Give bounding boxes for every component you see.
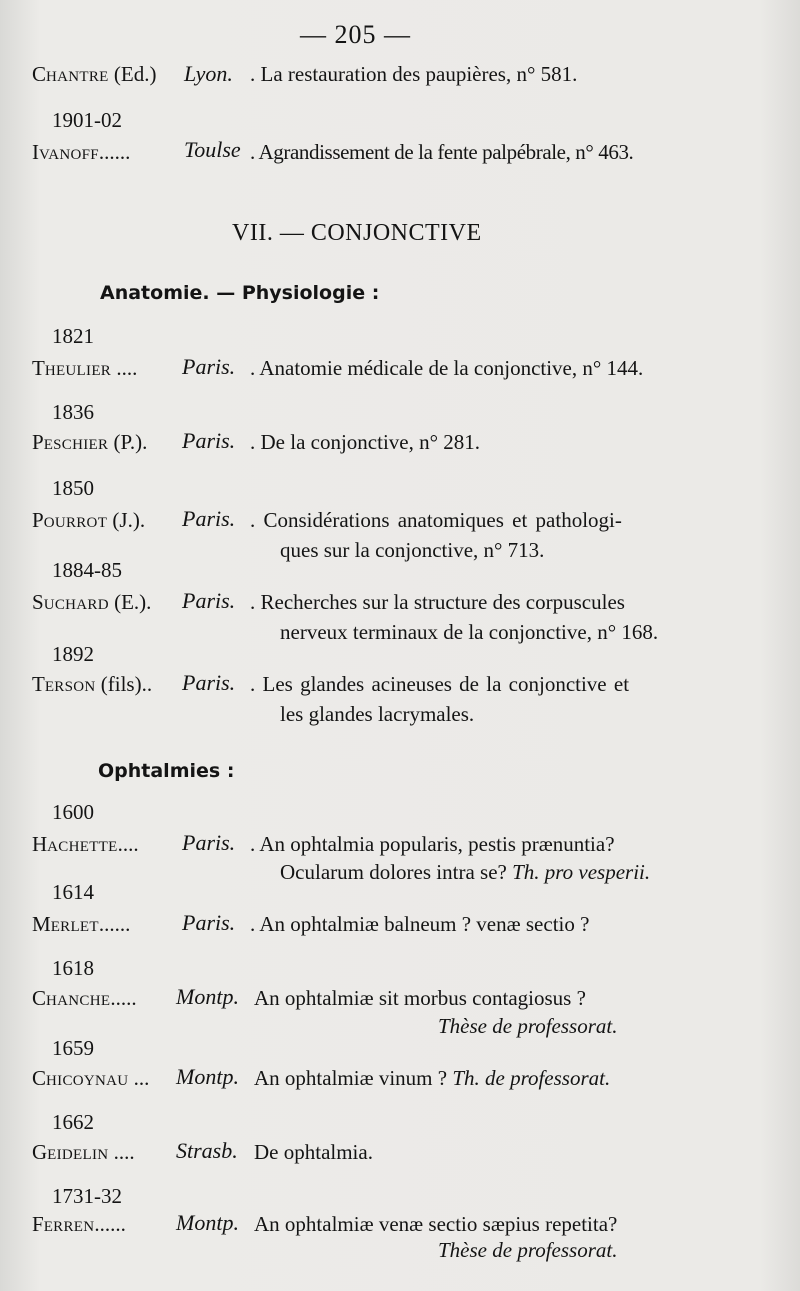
author-pourrot: POURROT (J.).	[32, 508, 146, 532]
title-suchard-cont: nerveux terminaux de la conjonctive, n° 168.	[280, 620, 659, 644]
year-1901-02: 1901-02	[52, 108, 122, 132]
place-paris: Paris.	[182, 354, 236, 379]
these-ferren: Thèse de professorat.	[438, 1238, 618, 1262]
year-1821: 1821	[52, 324, 94, 348]
title-terson-cont: les glandes lacrymales.	[280, 702, 475, 726]
year-1614: 1614	[52, 880, 94, 904]
title-geidelin: De ophtalmia.	[254, 1140, 373, 1164]
author-merlet: MERLET......	[32, 912, 131, 936]
title-merlet: . An ophtalmiæ balneum ? venæ sectio ?	[250, 912, 590, 936]
title-suchard: . Recherches sur la structure des corpuscules	[250, 590, 625, 614]
year-1884-85: 1884-85	[52, 558, 122, 582]
year-1600: 1600	[52, 800, 94, 824]
title-pourrot-cont: ques sur la conjonctive, n° 713.	[280, 538, 545, 562]
author-terson: TERSON (fils)..	[32, 672, 153, 696]
author-ivanoff: IVANOFF......	[32, 140, 131, 164]
title-theulier: . Anatomie médicale de la conjonctive, n° 144.	[250, 356, 644, 380]
place-strasbourg: Strasb.	[176, 1138, 238, 1163]
place-paris: Paris.	[182, 588, 236, 613]
author-geidelin: GEIDELIN ....	[32, 1140, 135, 1164]
year-1618: 1618	[52, 956, 94, 980]
author-suchard: SUCHARD (E.).	[32, 590, 152, 614]
author-chicoynau: CHICOYNAU ...	[32, 1066, 150, 1090]
title-ivanoff: . Agrandissement de la fente palpébrale, n° 463.	[250, 140, 634, 164]
section-heading-anatomie: Anatomie. — Physiologie :	[100, 282, 380, 304]
year-1659: 1659	[52, 1036, 94, 1060]
place-lyon: Lyon.	[184, 61, 233, 86]
place-paris: Paris.	[182, 830, 236, 855]
author-chanche: CHANCHE.....	[32, 986, 137, 1010]
title-chanche: An ophtalmiæ sit morbus contagiosus ?	[254, 986, 586, 1010]
title-terson: . Les glandes acineuses de la conjonctive et	[250, 672, 630, 696]
place-montpellier: Montp.	[176, 984, 239, 1009]
section-heading-ophtalmies: Ophtalmies :	[98, 760, 235, 782]
title-hachette: . An ophtalmia popularis, pestis prænuntia?	[250, 832, 615, 856]
place-paris: Paris.	[182, 910, 236, 935]
year-1850: 1850	[52, 476, 94, 500]
author-ferren: FERREN......	[32, 1212, 126, 1236]
these-chanche: Thèse de professorat.	[438, 1014, 618, 1038]
place-paris: Paris.	[182, 428, 236, 453]
place-montpellier: Montp.	[176, 1064, 239, 1089]
year-1836: 1836	[52, 400, 94, 424]
title-chicoynau: An ophtalmiæ vinum ? Th. de professorat.	[254, 1066, 611, 1090]
page-number: — 205 —	[300, 20, 411, 49]
title-ferren: An ophtalmiæ venæ sectio sæpius repetita?	[254, 1212, 618, 1236]
place-montpellier: Montp.	[176, 1210, 239, 1235]
author-theulier: THEULIER ....	[32, 356, 138, 380]
year-1731-32: 1731-32	[52, 1184, 122, 1208]
author-peschier: PESCHIER (P.).	[32, 430, 148, 454]
place-paris: Paris.	[182, 670, 236, 695]
place-toulouse: Toulse	[184, 137, 241, 162]
chapter-title: VII. — CONJONCTIVE	[232, 220, 482, 246]
title-chantre: . La restauration des paupières, n° 581.	[250, 62, 578, 86]
title-pourrot: . Considérations anatomiques et pathologi-	[250, 508, 622, 532]
author-chantre: CHANTRE (Ed.)	[32, 62, 157, 86]
author-hachette: HACHETTE....	[32, 832, 139, 856]
year-1892: 1892	[52, 642, 94, 666]
title-peschier: . De la conjonctive, n° 281.	[250, 430, 481, 454]
year-1662: 1662	[52, 1110, 94, 1134]
place-paris: Paris.	[182, 506, 236, 531]
title-hachette-cont: Ocularum dolores intra se? Th. pro vesperii.	[280, 860, 651, 884]
